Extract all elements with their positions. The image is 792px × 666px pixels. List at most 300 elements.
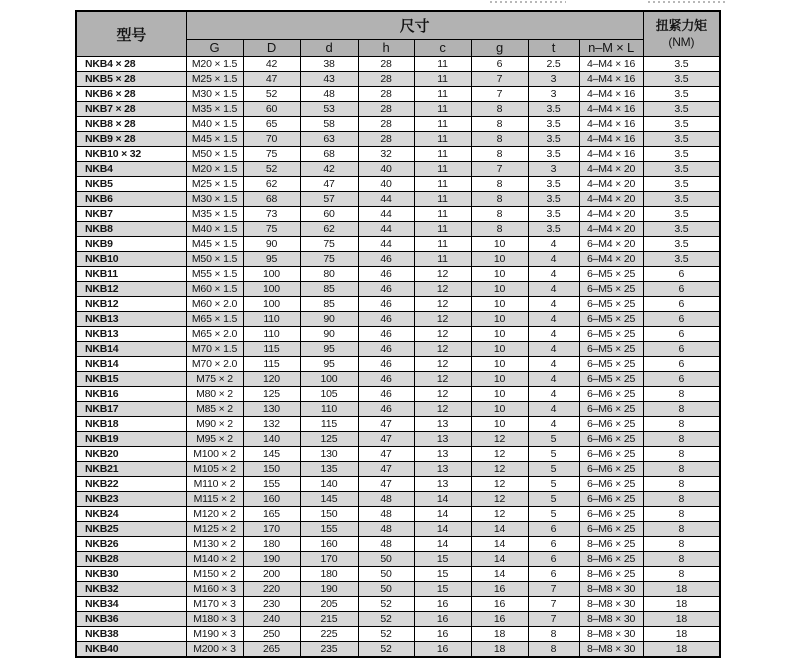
model-cell: NKB12 bbox=[76, 282, 186, 297]
column-header-c: c bbox=[414, 40, 471, 57]
value-cell: 14 bbox=[414, 522, 471, 537]
value-cell: 6 bbox=[643, 297, 720, 312]
value-cell: 160 bbox=[300, 537, 358, 552]
value-cell: 8 bbox=[528, 642, 579, 658]
column-group-header-size: 尺寸 bbox=[186, 11, 643, 40]
value-cell: 6–M6 × 25 bbox=[579, 507, 643, 522]
value-cell: 75 bbox=[300, 252, 358, 267]
value-cell: 8 bbox=[643, 552, 720, 567]
value-cell: 115 bbox=[243, 342, 300, 357]
value-cell: M150 × 2 bbox=[186, 567, 243, 582]
value-cell: 11 bbox=[414, 252, 471, 267]
value-cell: M125 × 2 bbox=[186, 522, 243, 537]
table-row bbox=[76, 342, 720, 357]
value-cell: 58 bbox=[300, 117, 358, 132]
model-cell: NKB22 bbox=[76, 477, 186, 492]
value-cell: 10 bbox=[471, 357, 528, 372]
table-row bbox=[76, 87, 720, 102]
value-cell: 215 bbox=[300, 612, 358, 627]
value-cell: 8 bbox=[643, 522, 720, 537]
value-cell: M55 × 1.5 bbox=[186, 267, 243, 282]
value-cell: 28 bbox=[358, 132, 414, 147]
value-cell: 8 bbox=[643, 492, 720, 507]
value-cell: M50 × 1.5 bbox=[186, 147, 243, 162]
value-cell: 3.5 bbox=[643, 147, 720, 162]
value-cell: 85 bbox=[300, 297, 358, 312]
model-cell: NKB7 × 28 bbox=[76, 102, 186, 117]
value-cell: 32 bbox=[358, 147, 414, 162]
value-cell: 15 bbox=[414, 567, 471, 582]
model-cell: NKB5 × 28 bbox=[76, 72, 186, 87]
value-cell: 190 bbox=[300, 582, 358, 597]
value-cell: 40 bbox=[358, 177, 414, 192]
value-cell: 155 bbox=[243, 477, 300, 492]
value-cell: 5 bbox=[528, 492, 579, 507]
value-cell: 12 bbox=[471, 507, 528, 522]
value-cell: 3 bbox=[528, 162, 579, 177]
value-cell: 240 bbox=[243, 612, 300, 627]
table-row bbox=[76, 597, 720, 612]
value-cell: 11 bbox=[414, 222, 471, 237]
value-cell: 4 bbox=[528, 417, 579, 432]
value-cell: 8 bbox=[643, 537, 720, 552]
value-cell: M20 × 1.5 bbox=[186, 57, 243, 72]
value-cell: 8 bbox=[471, 207, 528, 222]
model-cell: NKB40 bbox=[76, 642, 186, 658]
value-cell: 8 bbox=[471, 192, 528, 207]
value-cell: 18 bbox=[471, 627, 528, 642]
model-cell: NKB30 bbox=[76, 567, 186, 582]
value-cell: 8 bbox=[471, 147, 528, 162]
value-cell: 5 bbox=[528, 507, 579, 522]
table-row bbox=[76, 447, 720, 462]
model-cell: NKB38 bbox=[76, 627, 186, 642]
value-cell: 150 bbox=[300, 507, 358, 522]
value-cell: 10 bbox=[471, 312, 528, 327]
value-cell: 6 bbox=[528, 522, 579, 537]
value-cell: 4–M4 × 16 bbox=[579, 132, 643, 147]
value-cell: M160 × 3 bbox=[186, 582, 243, 597]
value-cell: 4 bbox=[528, 327, 579, 342]
model-cell: NKB14 bbox=[76, 342, 186, 357]
value-cell: 11 bbox=[414, 237, 471, 252]
value-cell: 7 bbox=[471, 87, 528, 102]
value-cell: 52 bbox=[243, 87, 300, 102]
table-row bbox=[76, 267, 720, 282]
value-cell: 48 bbox=[358, 522, 414, 537]
column-header-D: D bbox=[243, 40, 300, 57]
value-cell: 4–M4 × 16 bbox=[579, 102, 643, 117]
value-cell: 46 bbox=[358, 357, 414, 372]
value-cell: 3 bbox=[528, 72, 579, 87]
value-cell: 47 bbox=[243, 72, 300, 87]
value-cell: 14 bbox=[414, 537, 471, 552]
table-row bbox=[76, 372, 720, 387]
value-cell: 5 bbox=[528, 432, 579, 447]
value-cell: 4 bbox=[528, 282, 579, 297]
value-cell: 6 bbox=[643, 372, 720, 387]
value-cell: 3.5 bbox=[643, 207, 720, 222]
value-cell: 3 bbox=[528, 87, 579, 102]
value-cell: 44 bbox=[358, 222, 414, 237]
value-cell: 13 bbox=[414, 462, 471, 477]
column-header-h: h bbox=[358, 40, 414, 57]
value-cell: 44 bbox=[358, 192, 414, 207]
value-cell: 115 bbox=[300, 417, 358, 432]
value-cell: 6–M6 × 25 bbox=[579, 447, 643, 462]
value-cell: 3.5 bbox=[643, 252, 720, 267]
value-cell: 3.5 bbox=[528, 117, 579, 132]
value-cell: 12 bbox=[414, 372, 471, 387]
value-cell: M40 × 1.5 bbox=[186, 117, 243, 132]
value-cell: 28 bbox=[358, 117, 414, 132]
model-cell: NKB5 bbox=[76, 177, 186, 192]
table-row bbox=[76, 207, 720, 222]
value-cell: 6 bbox=[643, 312, 720, 327]
value-cell: 100 bbox=[243, 267, 300, 282]
model-cell: NKB8 bbox=[76, 222, 186, 237]
value-cell: 68 bbox=[243, 192, 300, 207]
value-cell: 40 bbox=[358, 162, 414, 177]
value-cell: 6–M4 × 20 bbox=[579, 237, 643, 252]
value-cell: 130 bbox=[300, 447, 358, 462]
model-cell: NKB19 bbox=[76, 432, 186, 447]
value-cell: 6–M5 × 25 bbox=[579, 267, 643, 282]
value-cell: M60 × 1.5 bbox=[186, 282, 243, 297]
value-cell: 52 bbox=[358, 642, 414, 658]
value-cell: 8 bbox=[643, 477, 720, 492]
value-cell: M130 × 2 bbox=[186, 537, 243, 552]
column-header-g: g bbox=[471, 40, 528, 57]
value-cell: M90 × 2 bbox=[186, 417, 243, 432]
table-row bbox=[76, 552, 720, 567]
value-cell: 11 bbox=[414, 72, 471, 87]
value-cell: 180 bbox=[243, 537, 300, 552]
value-cell: 3.5 bbox=[643, 117, 720, 132]
value-cell: 48 bbox=[358, 537, 414, 552]
value-cell: 145 bbox=[300, 492, 358, 507]
value-cell: 11 bbox=[414, 117, 471, 132]
value-cell: 4–M4 × 20 bbox=[579, 162, 643, 177]
value-cell: 46 bbox=[358, 327, 414, 342]
value-cell: 14 bbox=[414, 507, 471, 522]
value-cell: 13 bbox=[414, 447, 471, 462]
table-row bbox=[76, 162, 720, 177]
value-cell: M115 × 2 bbox=[186, 492, 243, 507]
value-cell: 28 bbox=[358, 87, 414, 102]
value-cell: 4 bbox=[528, 267, 579, 282]
table-row bbox=[76, 237, 720, 252]
value-cell: M65 × 1.5 bbox=[186, 312, 243, 327]
value-cell: 90 bbox=[300, 327, 358, 342]
value-cell: M70 × 2.0 bbox=[186, 357, 243, 372]
value-cell: M70 × 1.5 bbox=[186, 342, 243, 357]
value-cell: 70 bbox=[243, 132, 300, 147]
value-cell: 4 bbox=[528, 252, 579, 267]
value-cell: 3.5 bbox=[528, 192, 579, 207]
value-cell: 205 bbox=[300, 597, 358, 612]
value-cell: M65 × 2.0 bbox=[186, 327, 243, 342]
value-cell: M95 × 2 bbox=[186, 432, 243, 447]
value-cell: 4 bbox=[528, 372, 579, 387]
value-cell: 110 bbox=[243, 327, 300, 342]
value-cell: M105 × 2 bbox=[186, 462, 243, 477]
value-cell: 225 bbox=[300, 627, 358, 642]
value-cell: 4 bbox=[528, 297, 579, 312]
value-cell: 5 bbox=[528, 462, 579, 477]
value-cell: 200 bbox=[243, 567, 300, 582]
value-cell: 6 bbox=[528, 567, 579, 582]
value-cell: 6 bbox=[643, 327, 720, 342]
value-cell: 10 bbox=[471, 387, 528, 402]
value-cell: 50 bbox=[358, 582, 414, 597]
value-cell: 52 bbox=[358, 627, 414, 642]
clipped-text-fragment bbox=[490, 1, 566, 3]
value-cell: 3.5 bbox=[643, 87, 720, 102]
model-cell: NKB36 bbox=[76, 612, 186, 627]
value-cell: 4–M4 × 16 bbox=[579, 87, 643, 102]
table-row bbox=[76, 567, 720, 582]
value-cell: 18 bbox=[471, 642, 528, 658]
value-cell: 13 bbox=[414, 417, 471, 432]
value-cell: 6–M5 × 25 bbox=[579, 327, 643, 342]
value-cell: 180 bbox=[300, 567, 358, 582]
value-cell: 52 bbox=[358, 612, 414, 627]
value-cell: 90 bbox=[243, 237, 300, 252]
value-cell: 12 bbox=[414, 297, 471, 312]
value-cell: 8 bbox=[643, 402, 720, 417]
value-cell: 11 bbox=[414, 162, 471, 177]
value-cell: M110 × 2 bbox=[186, 477, 243, 492]
value-cell: 47 bbox=[358, 417, 414, 432]
value-cell: 46 bbox=[358, 402, 414, 417]
value-cell: 8 bbox=[471, 117, 528, 132]
value-cell: 52 bbox=[358, 597, 414, 612]
value-cell: 8–M8 × 30 bbox=[579, 582, 643, 597]
value-cell: 12 bbox=[414, 357, 471, 372]
value-cell: 235 bbox=[300, 642, 358, 658]
value-cell: 95 bbox=[300, 342, 358, 357]
value-cell: 220 bbox=[243, 582, 300, 597]
value-cell: 48 bbox=[300, 87, 358, 102]
value-cell: 265 bbox=[243, 642, 300, 658]
value-cell: M30 × 1.5 bbox=[186, 192, 243, 207]
value-cell: 48 bbox=[358, 507, 414, 522]
value-cell: 12 bbox=[471, 477, 528, 492]
column-header-G: G bbox=[186, 40, 243, 57]
model-cell: NKB21 bbox=[76, 462, 186, 477]
value-cell: 170 bbox=[243, 522, 300, 537]
value-cell: 4 bbox=[528, 312, 579, 327]
value-cell: 13 bbox=[414, 432, 471, 447]
value-cell: 8–M6 × 25 bbox=[579, 537, 643, 552]
value-cell: 7 bbox=[528, 612, 579, 627]
value-cell: 3.5 bbox=[643, 192, 720, 207]
value-cell: 4 bbox=[528, 237, 579, 252]
value-cell: 8–M8 × 30 bbox=[579, 612, 643, 627]
value-cell: M35 × 1.5 bbox=[186, 207, 243, 222]
value-cell: 110 bbox=[243, 312, 300, 327]
value-cell: 12 bbox=[471, 462, 528, 477]
value-cell: 16 bbox=[414, 642, 471, 658]
value-cell: 47 bbox=[300, 177, 358, 192]
value-cell: 43 bbox=[300, 72, 358, 87]
value-cell: M140 × 2 bbox=[186, 552, 243, 567]
value-cell: 10 bbox=[471, 402, 528, 417]
value-cell: 12 bbox=[471, 432, 528, 447]
value-cell: 6 bbox=[528, 552, 579, 567]
value-cell: 47 bbox=[358, 462, 414, 477]
value-cell: 8 bbox=[643, 417, 720, 432]
value-cell: 95 bbox=[300, 357, 358, 372]
value-cell: 8 bbox=[643, 462, 720, 477]
value-cell: 18 bbox=[643, 627, 720, 642]
value-cell: 46 bbox=[358, 252, 414, 267]
clipped-text-fragment bbox=[648, 1, 727, 3]
value-cell: 6 bbox=[528, 537, 579, 552]
value-cell: 8 bbox=[471, 102, 528, 117]
value-cell: 80 bbox=[300, 267, 358, 282]
model-cell: NKB13 bbox=[76, 327, 186, 342]
model-cell: NKB6 bbox=[76, 192, 186, 207]
model-cell: NKB15 bbox=[76, 372, 186, 387]
value-cell: 4 bbox=[528, 387, 579, 402]
value-cell: 95 bbox=[243, 252, 300, 267]
value-cell: 11 bbox=[414, 132, 471, 147]
value-cell: 10 bbox=[471, 267, 528, 282]
value-cell: 28 bbox=[358, 102, 414, 117]
value-cell: 16 bbox=[414, 597, 471, 612]
value-cell: 10 bbox=[471, 282, 528, 297]
value-cell: 16 bbox=[414, 612, 471, 627]
value-cell: 3.5 bbox=[643, 72, 720, 87]
value-cell: M45 × 1.5 bbox=[186, 237, 243, 252]
value-cell: 8 bbox=[643, 447, 720, 462]
value-cell: 14 bbox=[471, 567, 528, 582]
value-cell: 10 bbox=[471, 417, 528, 432]
value-cell: 6–M5 × 25 bbox=[579, 357, 643, 372]
value-cell: 62 bbox=[243, 177, 300, 192]
value-cell: 8–M8 × 30 bbox=[579, 642, 643, 658]
value-cell: 48 bbox=[358, 492, 414, 507]
column-header-nML: n–M × L bbox=[579, 40, 643, 57]
value-cell: M40 × 1.5 bbox=[186, 222, 243, 237]
value-cell: 73 bbox=[243, 207, 300, 222]
value-cell: 50 bbox=[358, 567, 414, 582]
value-cell: 75 bbox=[243, 222, 300, 237]
table-row bbox=[76, 72, 720, 87]
value-cell: 6–M6 × 25 bbox=[579, 432, 643, 447]
value-cell: 65 bbox=[243, 117, 300, 132]
value-cell: 4–M4 × 20 bbox=[579, 177, 643, 192]
value-cell: 4–M4 × 16 bbox=[579, 117, 643, 132]
value-cell: 14 bbox=[471, 522, 528, 537]
value-cell: 53 bbox=[300, 102, 358, 117]
value-cell: 42 bbox=[300, 162, 358, 177]
value-cell: 18 bbox=[643, 612, 720, 627]
value-cell: 57 bbox=[300, 192, 358, 207]
value-cell: 12 bbox=[471, 492, 528, 507]
table-row bbox=[76, 177, 720, 192]
model-cell: NKB25 bbox=[76, 522, 186, 537]
table-row bbox=[76, 507, 720, 522]
value-cell: 4–M4 × 16 bbox=[579, 72, 643, 87]
value-cell: 28 bbox=[358, 57, 414, 72]
value-cell: 63 bbox=[300, 132, 358, 147]
value-cell: 8 bbox=[528, 627, 579, 642]
value-cell: 10 bbox=[471, 342, 528, 357]
value-cell: 105 bbox=[300, 387, 358, 402]
value-cell: 3.5 bbox=[643, 177, 720, 192]
value-cell: 3.5 bbox=[528, 222, 579, 237]
value-cell: 140 bbox=[300, 477, 358, 492]
value-cell: 60 bbox=[300, 207, 358, 222]
value-cell: 8–M6 × 25 bbox=[579, 567, 643, 582]
value-cell: 44 bbox=[358, 237, 414, 252]
value-cell: 6–M5 × 25 bbox=[579, 297, 643, 312]
value-cell: 18 bbox=[643, 582, 720, 597]
value-cell: 47 bbox=[358, 447, 414, 462]
value-cell: 12 bbox=[414, 387, 471, 402]
value-cell: 8 bbox=[471, 132, 528, 147]
value-cell: 10 bbox=[471, 237, 528, 252]
value-cell: 8–M8 × 30 bbox=[579, 597, 643, 612]
table-row bbox=[76, 612, 720, 627]
value-cell: 125 bbox=[243, 387, 300, 402]
value-cell: 3.5 bbox=[643, 102, 720, 117]
value-cell: 85 bbox=[300, 282, 358, 297]
value-cell: 125 bbox=[300, 432, 358, 447]
spec-table bbox=[75, 10, 721, 658]
value-cell: 155 bbox=[300, 522, 358, 537]
value-cell: 3.5 bbox=[643, 57, 720, 72]
value-cell: 6 bbox=[471, 57, 528, 72]
model-cell: NKB9 bbox=[76, 237, 186, 252]
table-row bbox=[76, 357, 720, 372]
value-cell: M60 × 2.0 bbox=[186, 297, 243, 312]
value-cell: 4–M4 × 20 bbox=[579, 207, 643, 222]
value-cell: 52 bbox=[243, 162, 300, 177]
value-cell: 16 bbox=[471, 582, 528, 597]
value-cell: 12 bbox=[414, 342, 471, 357]
value-cell: 8–M6 × 25 bbox=[579, 552, 643, 567]
value-cell: M25 × 1.5 bbox=[186, 72, 243, 87]
value-cell: M100 × 2 bbox=[186, 447, 243, 462]
value-cell: M170 × 3 bbox=[186, 597, 243, 612]
value-cell: 100 bbox=[243, 282, 300, 297]
header-row-main bbox=[76, 11, 720, 40]
value-cell: 6–M6 × 25 bbox=[579, 417, 643, 432]
value-cell: 4–M4 × 20 bbox=[579, 192, 643, 207]
value-cell: 90 bbox=[300, 312, 358, 327]
value-cell: M45 × 1.5 bbox=[186, 132, 243, 147]
model-cell: NKB34 bbox=[76, 597, 186, 612]
table-row bbox=[76, 327, 720, 342]
value-cell: 46 bbox=[358, 297, 414, 312]
value-cell: 145 bbox=[243, 447, 300, 462]
value-cell: 140 bbox=[243, 432, 300, 447]
value-cell: 10 bbox=[471, 252, 528, 267]
value-cell: 68 bbox=[300, 147, 358, 162]
value-cell: 50 bbox=[358, 552, 414, 567]
table-row bbox=[76, 147, 720, 162]
value-cell: 100 bbox=[243, 297, 300, 312]
table-row bbox=[76, 222, 720, 237]
value-cell: 14 bbox=[414, 492, 471, 507]
table-row bbox=[76, 297, 720, 312]
value-cell: 2.5 bbox=[528, 57, 579, 72]
table-row bbox=[76, 627, 720, 642]
